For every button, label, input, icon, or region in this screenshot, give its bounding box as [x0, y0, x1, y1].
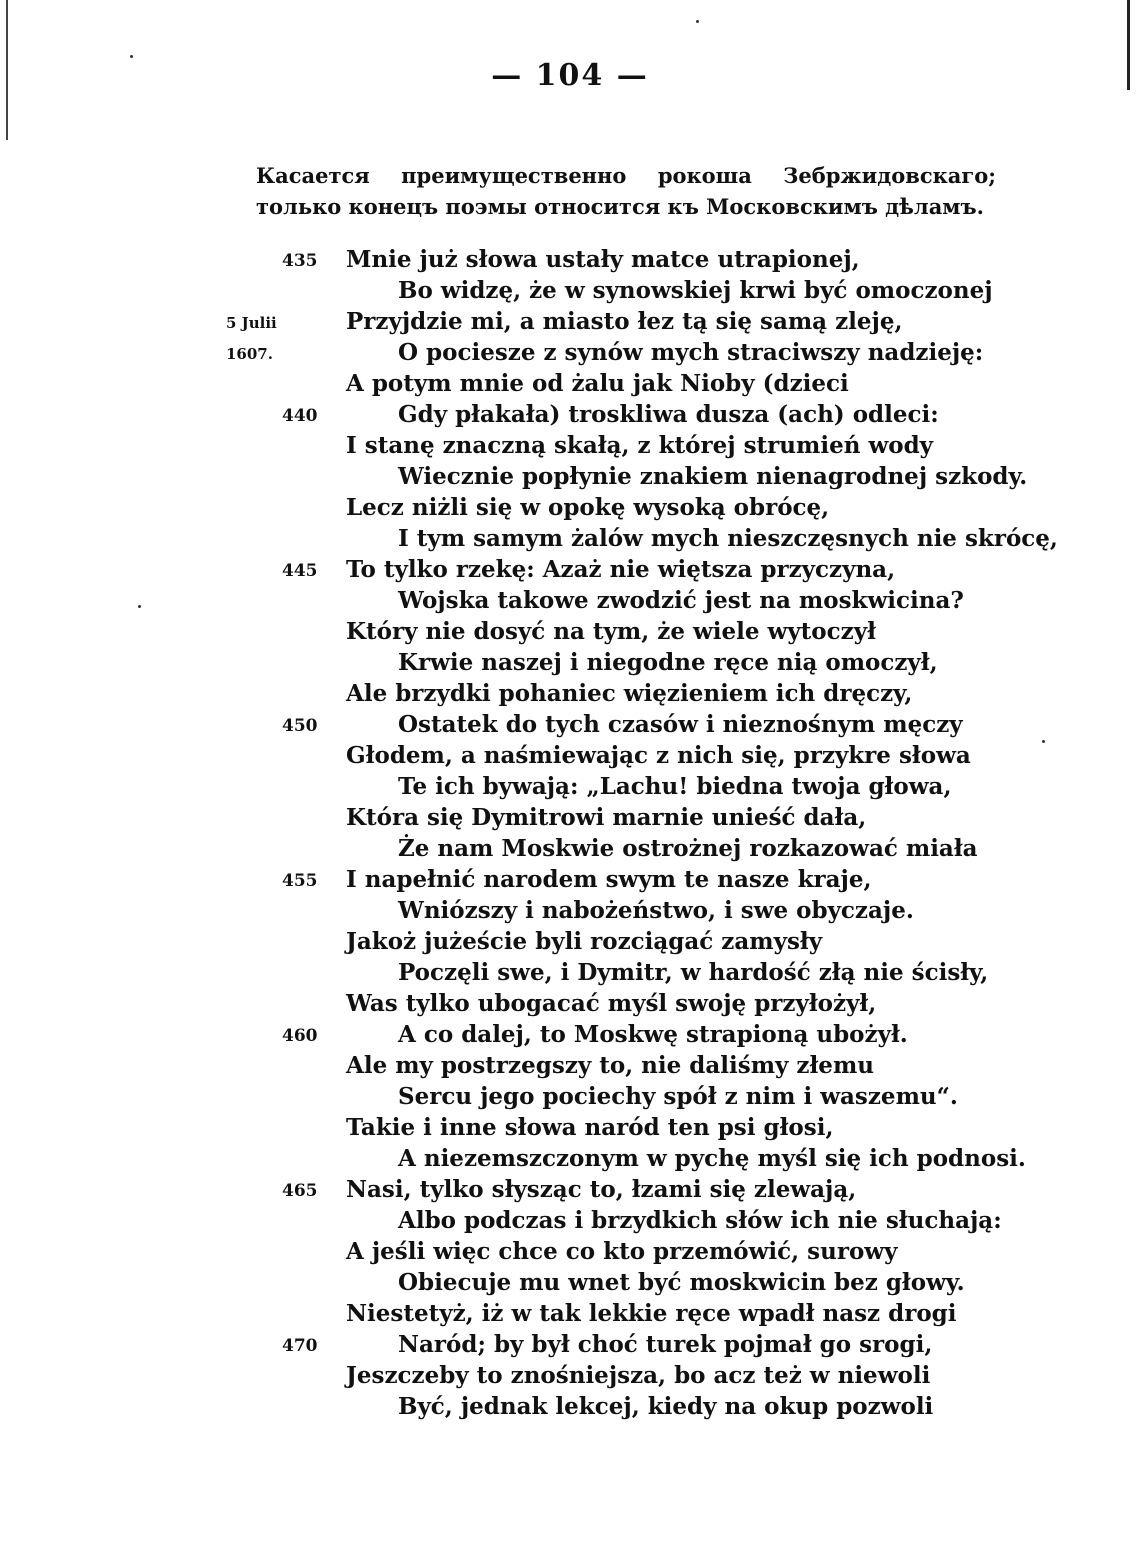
verse-text: A jeśli więc chce co kto przemówić, surowy — [346, 1238, 898, 1265]
verse-line — [0, 1360, 1140, 1391]
line-number: 465 — [282, 1181, 318, 1201]
line-number: 460 — [282, 1026, 318, 1046]
verse-text: Jeszczeby to znośniejsza, bo acz też w niewoli — [346, 1362, 931, 1389]
verse-line — [0, 1143, 1140, 1174]
verse-line — [0, 1267, 1140, 1298]
line-number: 445 — [282, 561, 318, 581]
verse-line — [0, 337, 1140, 368]
verse-text: Niestetyż, iż w tak lekkie ręce wpadł nasz drogi — [346, 1300, 957, 1327]
verse-line — [0, 554, 1140, 585]
verse-text: To tylko rzekę: Azaż nie więtsza przyczyna, — [346, 556, 896, 583]
verse-line — [0, 957, 1140, 988]
verse-text: Gdy płakała) troskliwa dusza (ach) odleci: — [398, 401, 939, 428]
verse-line — [0, 895, 1140, 926]
verse-text: Ale brzydki pohaniec więzieniem ich dręczy, — [346, 680, 913, 707]
verse-text: Albo podczas i brzydkich słów ich nie słuchają: — [398, 1207, 1002, 1234]
verse-text: Was tylko ubogacać myśl swoję przyłożył, — [346, 990, 877, 1017]
verse-text: Obiecuje mu wnet być moskwicin bez głowy. — [398, 1269, 965, 1296]
intro-note: Касается преимущественно рокоша Зебржидовскаго; только конецъ поэмы относится къ Московскимъ дѣламъ. — [256, 163, 996, 219]
verse-line — [0, 1236, 1140, 1267]
verse-text: Wojska takowe zwodzić jest na moskwicina? — [398, 587, 964, 614]
verse-text: Jakoż jużeście byli rozciągać zamysły — [346, 928, 823, 955]
verse-line — [0, 833, 1140, 864]
verse-line — [0, 1329, 1140, 1360]
verse-line — [0, 1298, 1140, 1329]
verse-line — [0, 430, 1140, 461]
verse-text: Który nie dosyć na tym, że wiele wytoczył — [346, 618, 876, 645]
verse-text: A potym mnie od żalu jak Nioby (dzieci — [346, 370, 849, 397]
verse-text: A co dalej, to Moskwę strapioną ubożył. — [398, 1021, 908, 1048]
verse-text: I stanę znaczną skałą, z której strumień wody — [346, 432, 934, 459]
verse-text: Wiecznie popłynie znakiem nienagrodnej szkody. — [398, 463, 1028, 490]
verse-line — [0, 802, 1140, 833]
verse-line — [0, 740, 1140, 771]
verse-text: Przyjdzie mi, a miasto łez tą się samą zleję, — [346, 308, 903, 335]
verse-text: Poczęli swe, i Dymitr, w hardość złą nie ścisły, — [398, 959, 989, 986]
page-number: — 104 — — [491, 58, 649, 93]
verse-line — [0, 988, 1140, 1019]
verse-text: Która się Dymitrowi marnie unieść dała, — [346, 804, 867, 831]
verse-line — [0, 368, 1140, 399]
verse-line — [0, 1050, 1140, 1081]
verse-text: I tym samym żalów mych nieszczęsnych nie skrócę, — [398, 525, 1058, 552]
verse-line — [0, 275, 1140, 306]
verse-text: Ostatek do tych czasów i nieznośnym męczy — [398, 711, 963, 738]
verse-text: Naród; by był choć turek pojmał go srogi, — [398, 1331, 933, 1358]
verse-text: O pociesze z synów mych straciwszy nadzieję: — [398, 339, 984, 366]
verse-line — [0, 1081, 1140, 1112]
margin-date-note: 5 Julii — [226, 314, 277, 332]
verse-text: Te ich bywają: „Lachu! biedna twoja głowa, — [398, 773, 952, 800]
poem-verses — [0, 244, 1140, 1422]
verse-text: A niezemszczonym w pychę myśl się ich podnosi. — [398, 1145, 1026, 1172]
verse-text: Nasi, tylko słysząc to, łzami się zlewają, — [346, 1176, 857, 1203]
verse-line — [0, 709, 1140, 740]
verse-line — [0, 864, 1140, 895]
verse-text: Głodem, a naśmiewając z nich się, przykre słowa — [346, 742, 971, 769]
line-number: 470 — [282, 1336, 318, 1356]
verse-text: Ale my postrzegszy to, nie daliśmy złemu — [346, 1052, 875, 1079]
scan-speck — [696, 20, 699, 23]
verse-text: Być, jednak lekcej, kiedy na okup pozwoli — [398, 1393, 934, 1420]
verse-text: Sercu jego pociechy spół z nim i waszemu“. — [398, 1083, 958, 1110]
verse-text: Bo widzę, że w synowskiej krwi być omoczonej — [398, 277, 993, 304]
verse-text: Takie i inne słowa naród ten psi głosi, — [346, 1114, 834, 1141]
line-number: 435 — [282, 251, 318, 271]
line-number: 450 — [282, 716, 318, 736]
verse-line — [0, 616, 1140, 647]
verse-line — [0, 1205, 1140, 1236]
verse-line — [0, 1112, 1140, 1143]
verse-line — [0, 1391, 1140, 1422]
margin-date-note: 1607. — [226, 345, 273, 363]
verse-text: Lecz niżli się w opokę wysoką obrócę, — [346, 494, 830, 521]
line-number: 455 — [282, 871, 318, 891]
verse-line — [0, 678, 1140, 709]
verse-text: I napełnić narodem swym te nasze kraje, — [346, 866, 872, 893]
verse-line — [0, 399, 1140, 430]
verse-line — [0, 771, 1140, 802]
verse-text: Krwie naszej i niegodne ręce nią omoczył, — [398, 649, 938, 676]
verse-line — [0, 461, 1140, 492]
verse-line — [0, 926, 1140, 957]
line-number: 440 — [282, 406, 318, 426]
verse-line — [0, 1174, 1140, 1205]
verse-line — [0, 492, 1140, 523]
verse-text: Że nam Moskwie ostrożnej rozkazować miała — [398, 835, 978, 862]
verse-text: Mnie już słowa ustały matce utrapionej, — [346, 246, 860, 273]
verse-line — [0, 523, 1140, 554]
verse-line — [0, 244, 1140, 275]
verse-line — [0, 1019, 1140, 1050]
verse-text: Wniózszy i nabożeństwo, i swe obyczaje. — [398, 897, 914, 924]
verse-line — [0, 306, 1140, 337]
verse-line — [0, 585, 1140, 616]
verse-line — [0, 647, 1140, 678]
